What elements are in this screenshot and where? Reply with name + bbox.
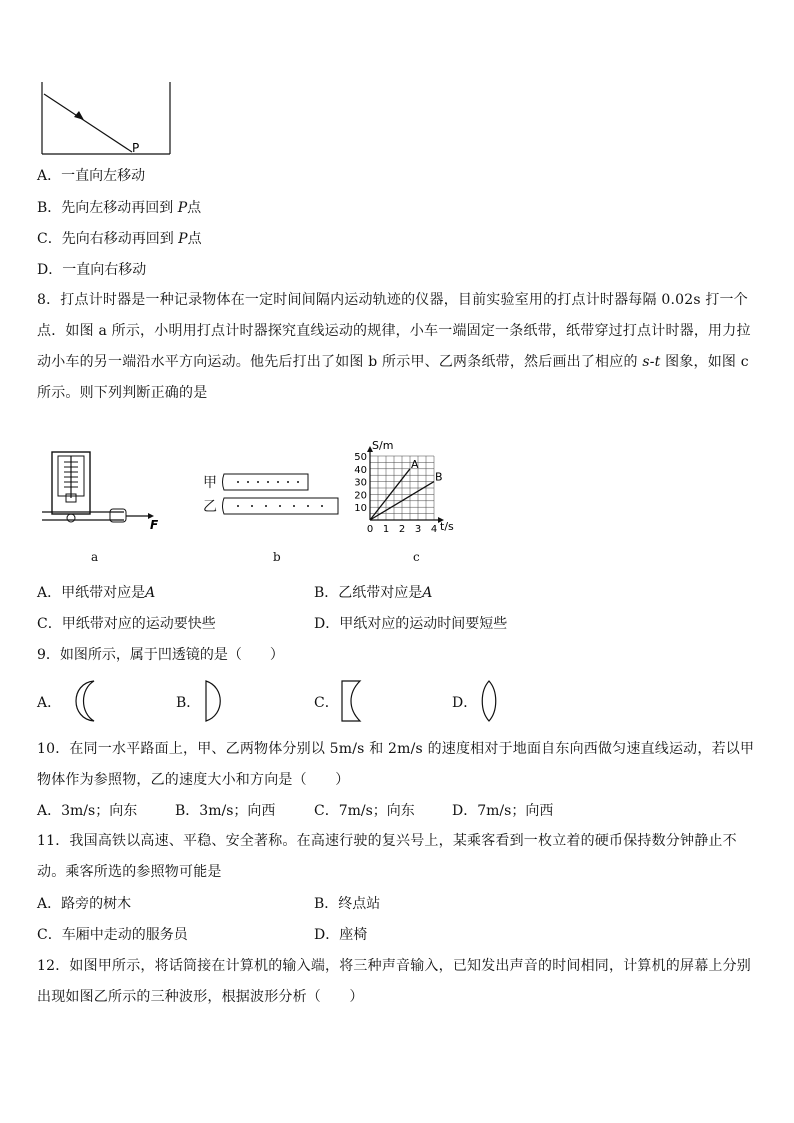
q7-figure bbox=[40, 82, 175, 158]
plano-concave-lens-icon bbox=[338, 679, 366, 723]
biconvex-lens-icon bbox=[478, 679, 500, 723]
point-p-label: P bbox=[132, 141, 140, 155]
q8-option-b[interactable]: B．乙纸带对应是A bbox=[314, 585, 433, 601]
q8-option-c[interactable]: C．甲纸带对应的运动要快些 bbox=[37, 616, 216, 632]
y-tick-label: 10 bbox=[354, 503, 367, 515]
fig-c-caption: c bbox=[413, 550, 420, 564]
fig-a-caption: a bbox=[91, 550, 99, 564]
y-tick-label: 40 bbox=[354, 464, 367, 476]
x-axis-label: t/s bbox=[440, 520, 454, 533]
q11-option-b[interactable]: B．终点站 bbox=[314, 896, 381, 912]
q11-stem: 11．我国高铁以高速、平稳、安全著称。在高速行驶的复兴号上，某乘客看到一枚立着的硬币保持数分钟静止不动。乘客所选的参照物可能是 bbox=[37, 833, 737, 880]
q9-option-b[interactable]: B． bbox=[176, 695, 201, 711]
y-tick-label: 50 bbox=[354, 452, 367, 463]
q10-option-b[interactable]: B．3m/s；向西 bbox=[175, 803, 276, 819]
tape-2-label: 乙 bbox=[203, 499, 217, 515]
q10-option-c[interactable]: C．7m/s；向东 bbox=[314, 803, 415, 819]
q9-stem: 9．如图所示，属于凹透镜的是（ ） bbox=[37, 647, 284, 663]
x-tick-label: 0 bbox=[366, 524, 374, 535]
plano-convex-lens-icon bbox=[201, 679, 227, 723]
q8-stem: 8．打点计时器是一种记录物体在一定时间间隔内运动轨迹的仪器，目前实验室用的打点计时器每隔 0.02s 打一个点．如图 a 所示，小明用打点计时器探究直线运动的规律，小车一端固定一条纸带，纸带穿过打点计时器，用力拉动小车的另一端沿水平方向运动。他先后打出了如图 b 所示甲、乙两条纸带，然后画出了相应的 s-t 图象，如图 c 所示。则下列判断正确的是 bbox=[37, 292, 751, 401]
q7-option-b[interactable]: B．先向左移动再回到 P点 bbox=[37, 200, 202, 216]
series-label-b: B bbox=[435, 470, 443, 484]
q8-figure-a bbox=[40, 450, 170, 530]
q10-option-d[interactable]: D．7m/s；向西 bbox=[452, 803, 554, 819]
ray-arrow-icon bbox=[74, 111, 84, 120]
x-tick-label: 1 bbox=[382, 524, 390, 535]
q11-option-c[interactable]: C．车厢中走动的服务员 bbox=[37, 927, 188, 943]
q10-option-a[interactable]: A．3m/s；向东 bbox=[37, 803, 138, 819]
q9-option-c[interactable]: C． bbox=[314, 695, 339, 711]
x-tick-label: 3 bbox=[414, 524, 422, 535]
q10-stem: 10．在同一水平路面上，甲、乙两物体分别以 5m/s 和 2m/s 的速度相对于地面自东向西做匀速直线运动，若以甲物体作为参照物，乙的速度大小和方向是（ ） bbox=[37, 741, 755, 788]
q8-figure-c bbox=[352, 440, 462, 540]
q11-option-d[interactable]: D．座椅 bbox=[314, 927, 368, 943]
q9-option-d[interactable]: D． bbox=[452, 695, 478, 711]
series-label-a: A bbox=[411, 457, 419, 471]
q11-option-a[interactable]: A．路旁的树木 bbox=[37, 896, 132, 912]
q7-option-c[interactable]: C．先向右移动再回到 P点 bbox=[37, 231, 202, 247]
q12-stem: 12．如图甲所示，将话筒接在计算机的输入端，将三种声音输入，已知发出声音的时间相同，计算机的屏幕上分别出现如图乙所示的三种波形，根据波形分析（ ） bbox=[37, 958, 752, 1005]
q7-option-d[interactable]: D．一直向右移动 bbox=[37, 262, 147, 278]
y-axis-label: S/m bbox=[372, 440, 394, 452]
q9-option-a[interactable]: A． bbox=[37, 695, 62, 711]
q8-option-d[interactable]: D．甲纸对应的运动时间要短些 bbox=[314, 616, 508, 632]
x-tick-label: 4 bbox=[430, 524, 438, 535]
q7-option-a[interactable]: A．一直向左移动 bbox=[37, 168, 146, 184]
crescent-lens-icon bbox=[64, 679, 98, 723]
force-label: F bbox=[150, 518, 159, 530]
y-tick-label: 20 bbox=[354, 490, 367, 502]
y-tick-label: 30 bbox=[354, 477, 367, 489]
q8-figure-b bbox=[220, 470, 345, 520]
x-tick-label: 2 bbox=[398, 524, 406, 535]
tape-1-label: 甲 bbox=[203, 475, 217, 491]
fig-b-caption: b bbox=[273, 550, 281, 564]
q8-option-a[interactable]: A．甲纸带对应是A bbox=[37, 585, 156, 601]
